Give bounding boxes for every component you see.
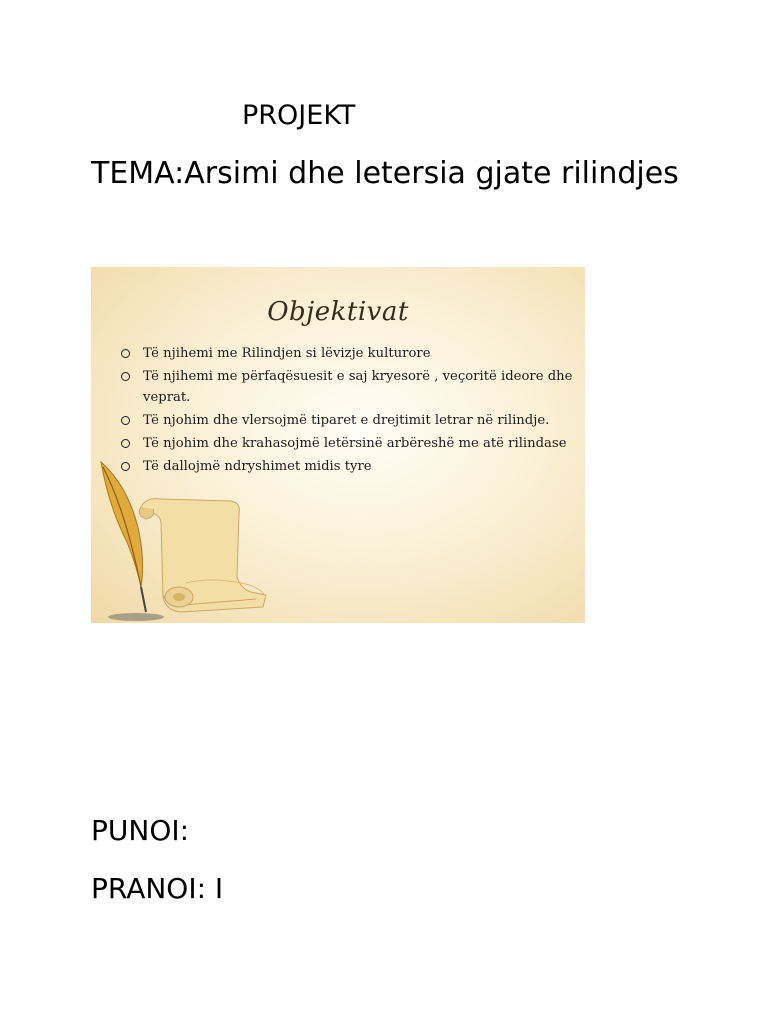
objective-item xyxy=(121,343,585,364)
objective-text: Të dallojmë ndryshimet midis tyre xyxy=(143,459,372,474)
objective-text: Të njohim dhe vlersojmë tiparet e drejtimit letrar në rilindje. xyxy=(143,413,550,428)
objective-item xyxy=(121,366,585,408)
objective-item xyxy=(121,433,585,454)
objective-text: Të njihemi me Rilindjen si lëvizje kulturore xyxy=(143,346,431,361)
circle-bullet-icon xyxy=(121,416,130,425)
quill-and-scroll-illustration xyxy=(91,457,291,623)
slide-title: Objektivat xyxy=(267,297,409,327)
circle-bullet-icon xyxy=(121,372,130,381)
project-label: PROJEKT xyxy=(242,100,356,131)
objective-text: Të njohim dhe krahasojmë letërsinë arbëreshë me atë rilindase xyxy=(143,436,567,451)
topic-title: TEMA:Arsimi dhe letersia gjate rilindjes xyxy=(91,156,679,191)
circle-bullet-icon xyxy=(121,439,130,448)
objective-item xyxy=(121,410,585,431)
scroll-icon xyxy=(139,499,266,612)
quill-icon xyxy=(101,462,164,621)
objectives-slide-image xyxy=(91,267,585,623)
received-by-label: PRANOI: I xyxy=(91,872,224,905)
objective-text: Të njihemi me përfaqësuesit e saj kryesorë , veçoritë ideore dhe veprat. xyxy=(143,369,573,405)
circle-bullet-icon xyxy=(121,349,130,358)
worked-by-label: PUNOI: xyxy=(91,814,190,847)
